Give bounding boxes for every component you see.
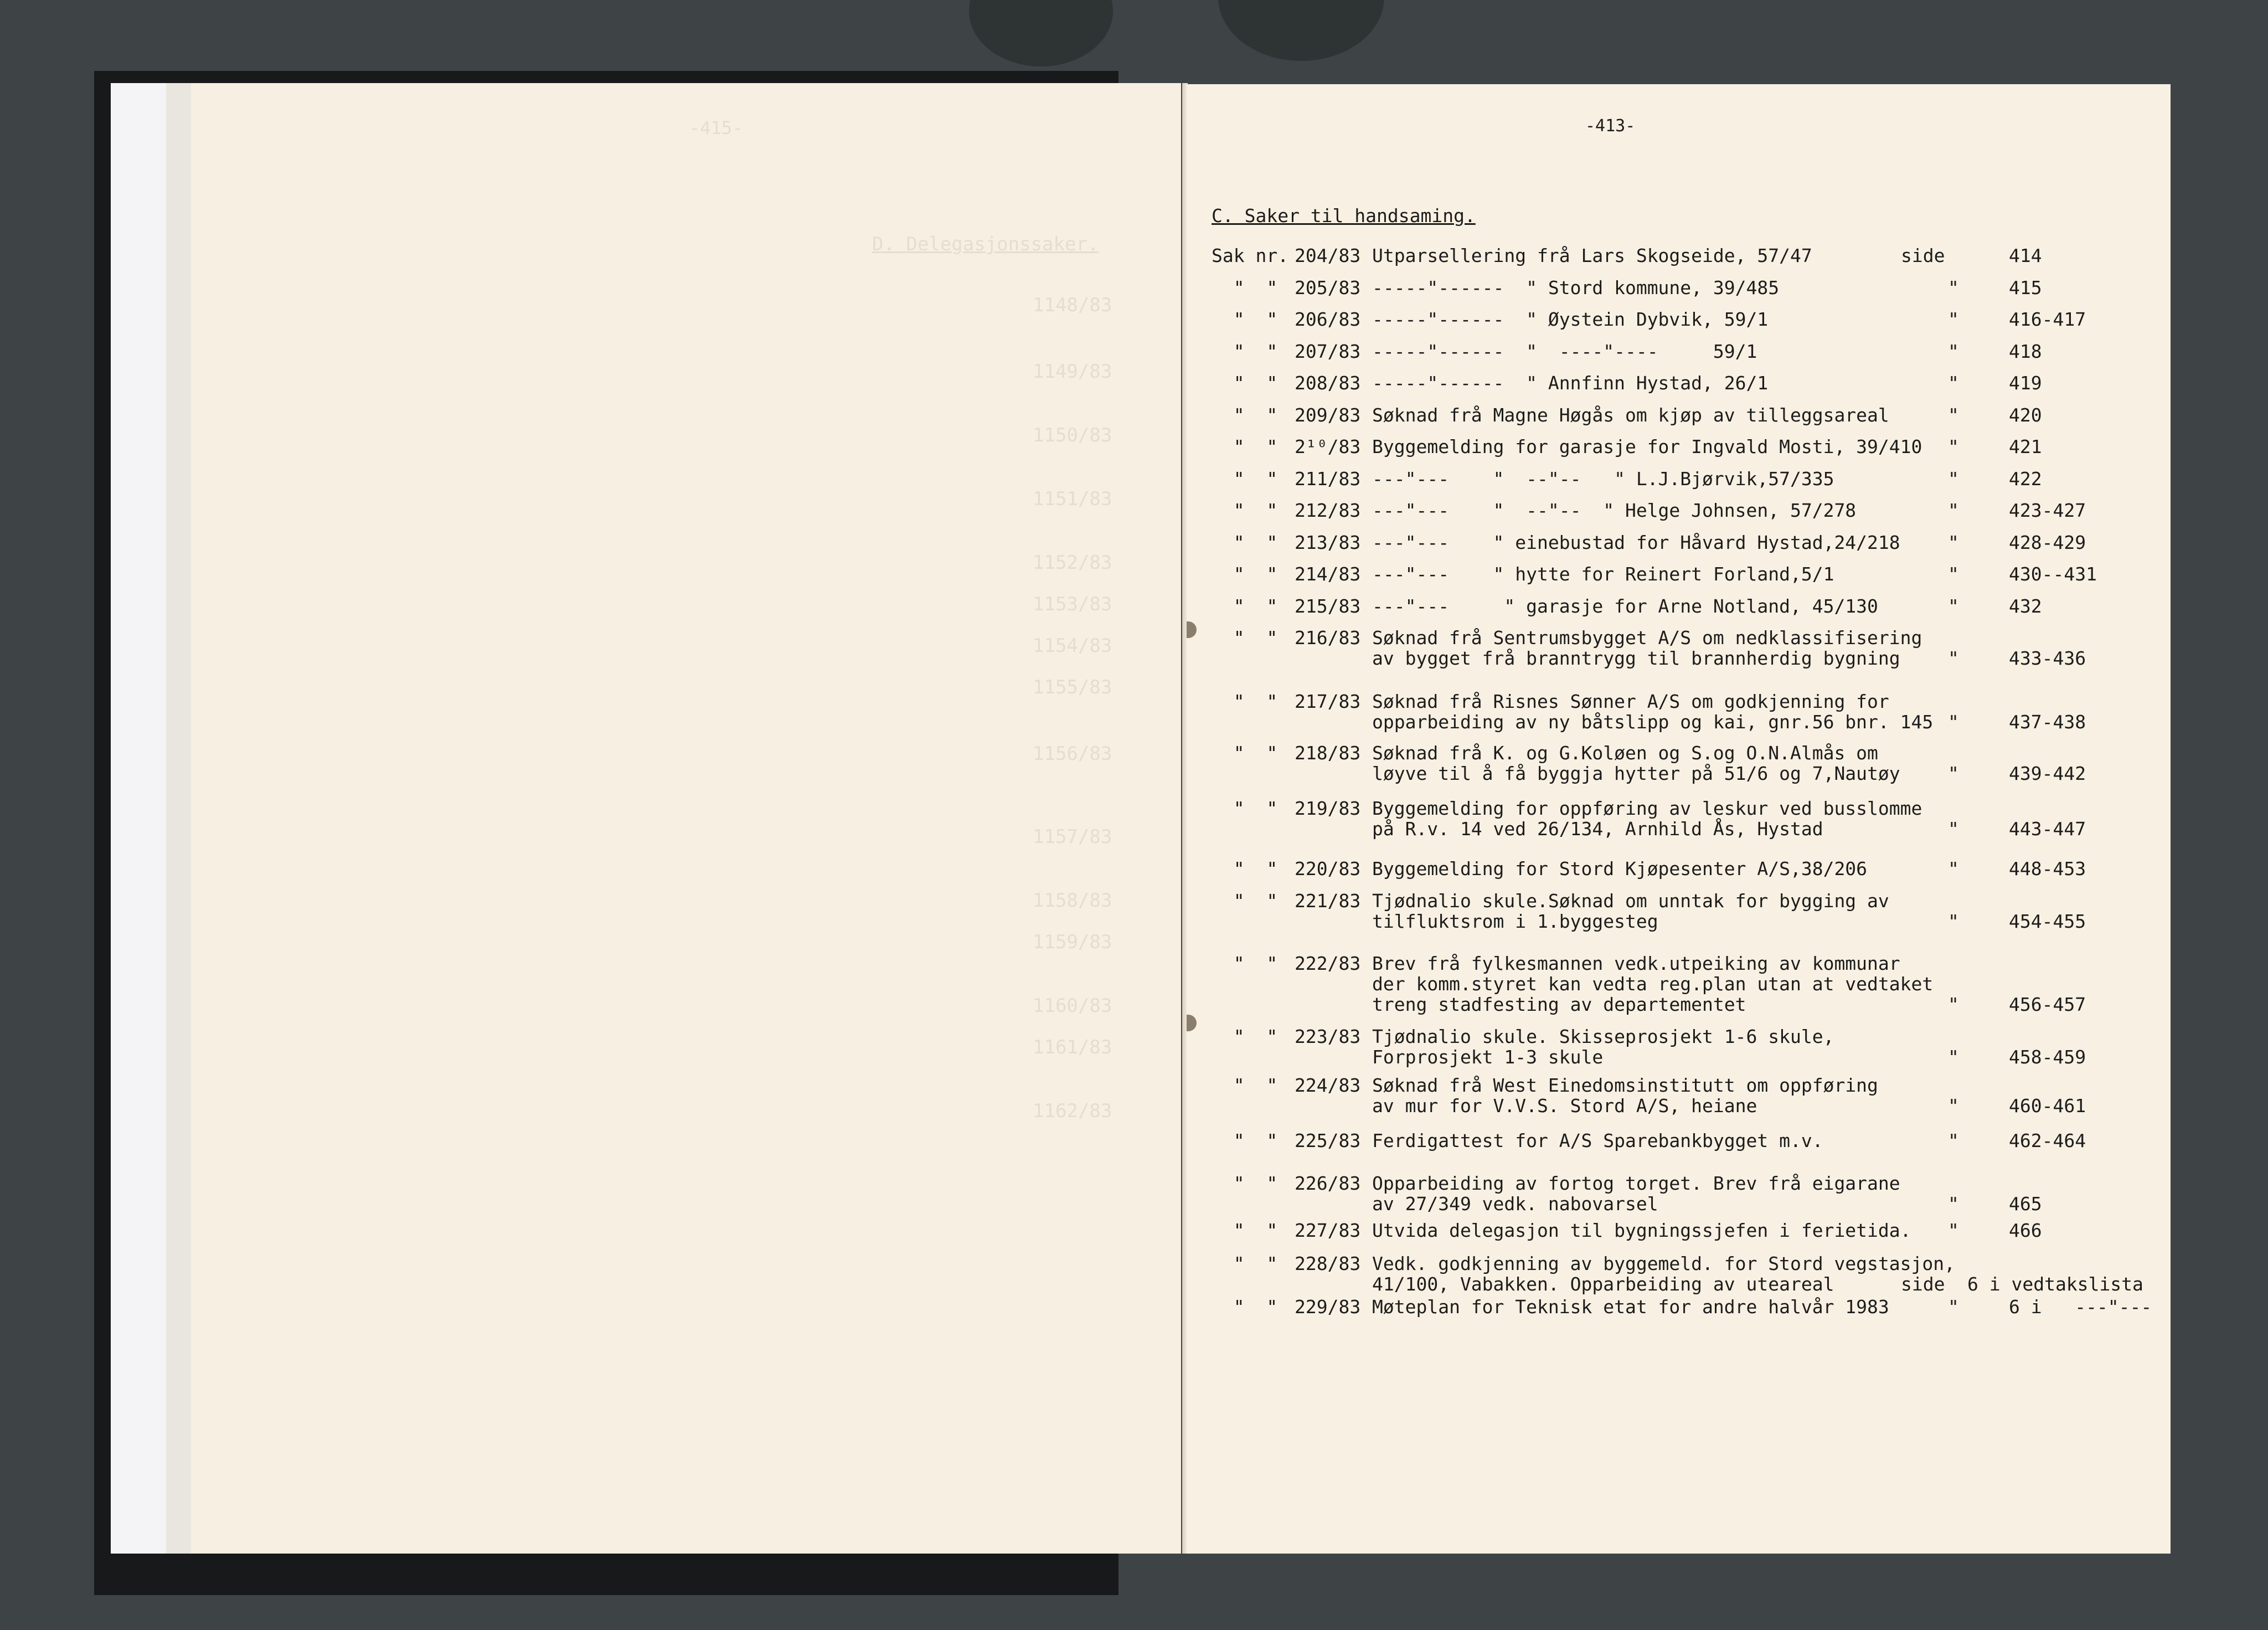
case-title-line: 41/100, Vabakken. Opparbeiding av uteareal (1372, 1273, 1834, 1295)
page-reference: 414 (2009, 245, 2042, 266)
page-reference: 418 (2009, 341, 2042, 362)
ditto-mark: " (1948, 1296, 1959, 1318)
ditto-mark: " (1948, 436, 1959, 457)
case-title (1372, 532, 1900, 552)
case-prefix: " " (1212, 627, 1278, 649)
ditto-mark: " (1948, 372, 1959, 394)
case-title-line: Byggemelding for Stord Kjøpesenter A/S,38/206 (1372, 858, 1868, 880)
case-title-line: ---"--- " --"-- " Helge Johnsen, 57/278 (1372, 500, 1857, 521)
case-title-line: ---"--- " garasje for Arne Notland, 45/130 (1372, 595, 1878, 617)
case-title (1372, 468, 1834, 489)
case-title-line: ---"--- " hytte for Reinert Forland,5/1 (1372, 563, 1834, 585)
case-title (1372, 1026, 1834, 1067)
ditto-mark: " (1948, 532, 1959, 553)
page-reference: 415 (2009, 277, 2042, 299)
case-title (1372, 890, 1889, 931)
case-title (1372, 308, 1768, 329)
case-title-line: Møteplan for Teknisk etat for andre halvår 1983 (1372, 1296, 1889, 1318)
ditto-mark: " (1948, 1046, 1959, 1068)
page-reference: 423-427 (2009, 500, 2086, 521)
case-number: 215/83 (1295, 595, 1361, 617)
case-title (1372, 1130, 1823, 1150)
case-number: 222/83 (1295, 953, 1361, 974)
case-number: 212/83 (1295, 500, 1361, 521)
page-stack-edge (166, 83, 194, 1554)
case-title-line: ---"--- " einebustad for Håvard Hystad,24/218 (1372, 532, 1900, 553)
case-number: 218/83 (1295, 742, 1361, 764)
case-title-line: av mur for V.V.S. Stord A/S, heiane (1372, 1095, 1757, 1117)
case-title (1372, 436, 1922, 456)
case-prefix: " " (1212, 798, 1278, 819)
case-title (1372, 341, 1757, 361)
case-title-line: Utparsellering frå Lars Skogseide, 57/47 (1372, 245, 1812, 266)
case-prefix: " " (1212, 277, 1278, 299)
case-title-line: -----"------ " Stord kommune, 39/485 (1372, 277, 1780, 299)
case-prefix: " " (1212, 1074, 1278, 1096)
case-title (1372, 858, 1867, 878)
case-prefix: " " (1212, 742, 1278, 764)
page-reference: 460-461 (2009, 1095, 2086, 1117)
case-number: 211/83 (1295, 468, 1361, 490)
case-number: 225/83 (1295, 1130, 1361, 1151)
ditto-mark: " (1948, 858, 1959, 880)
case-title-line: av bygget frå branntrygg til brannherdig bygning (1372, 647, 1900, 669)
ditto-mark: " (1948, 1193, 1959, 1215)
left-page (191, 83, 1181, 1554)
section-heading: C. Saker til handsaming. (1212, 205, 1476, 227)
case-title (1372, 798, 1922, 839)
background-disc-left (969, 0, 1113, 66)
page-reference: 416-417 (2009, 308, 2086, 330)
case-prefix: " " (1212, 372, 1278, 394)
case-title (1372, 1173, 1900, 1213)
case-number: 220/83 (1295, 858, 1361, 880)
case-number: 229/83 (1295, 1296, 1361, 1318)
case-title-line: Byggemelding for garasje for Ingvald Mosti, 39/410 (1372, 436, 1922, 457)
page-reference: 456-457 (2009, 994, 2086, 1015)
page-reference: 439-442 (2009, 763, 2086, 784)
case-title (1372, 953, 1933, 1014)
ditto-mark: side (1901, 1273, 1945, 1295)
ditto-mark: " (1948, 1220, 1959, 1241)
case-title-line: på R.v. 14 ved 26/134, Arnhild Ås, Hystad (1372, 818, 1823, 840)
case-title-line: Søknad frå Sentrumsbygget A/S om nedklassifisering (1372, 627, 1922, 649)
case-title-line: ---"--- " --"-- " L.J.Bjørvik,57/335 (1372, 468, 1834, 490)
case-title (1372, 1296, 1889, 1317)
page-reference: 432 (2009, 595, 2042, 617)
case-prefix: " " (1212, 404, 1278, 426)
page-reference: 458-459 (2009, 1046, 2086, 1068)
case-title (1372, 500, 1856, 520)
page-reference: 437-438 (2009, 711, 2086, 733)
case-title (1372, 691, 1933, 732)
ditto-mark: " (1948, 763, 1959, 784)
case-number: 208/83 (1295, 372, 1361, 394)
case-title-line: Tjødnalio skule.Søknad om unntak for bygging av (1372, 890, 1889, 912)
case-title-line: Søknad frå West Einedomsinstitutt om oppføring (1372, 1074, 1878, 1096)
case-prefix: " " (1212, 858, 1278, 880)
case-title-line: Opparbeiding av fortog torget. Brev frå eigarane (1372, 1173, 1900, 1194)
case-prefix: Sak nr. (1212, 245, 1289, 266)
case-title (1372, 245, 1812, 265)
case-title-line: Vedk. godkjenning av byggemeld. for Stord vegstasjon, (1372, 1253, 1955, 1274)
case-prefix: " " (1212, 1130, 1278, 1151)
case-prefix: " " (1212, 1173, 1278, 1194)
case-prefix: " " (1212, 532, 1278, 553)
case-title (1372, 277, 1779, 297)
case-title-line: Tjødnalio skule. Skisseprosjekt 1-6 skule, (1372, 1026, 1834, 1047)
page-reference: 433-436 (2009, 647, 2086, 669)
case-title-line: treng stadfesting av departementet (1372, 994, 1746, 1015)
case-prefix: " " (1212, 1220, 1278, 1241)
case-prefix: " " (1212, 595, 1278, 617)
page-reference: 443-447 (2009, 818, 2086, 840)
ditto-mark: " (1948, 563, 1959, 585)
case-prefix: " " (1212, 436, 1278, 457)
ditto-mark: " (1948, 404, 1959, 426)
page-reference: 454-455 (2009, 911, 2086, 932)
case-number: 219/83 (1295, 798, 1361, 819)
ditto-mark: " (1948, 994, 1959, 1015)
case-title-line: Ferdigattest for A/S Sparebankbygget m.v. (1372, 1130, 1823, 1151)
case-number: 224/83 (1295, 1074, 1361, 1096)
page-reference: 419 (2009, 372, 2042, 394)
case-number: 2¹⁰/83 (1295, 436, 1361, 457)
page-reference: 448-453 (2009, 858, 2086, 880)
page-reference: 428-429 (2009, 532, 2086, 553)
case-title-line: Søknad frå Risnes Sønner A/S om godkjenning for (1372, 691, 1889, 712)
ditto-mark: side (1901, 245, 1945, 266)
page-reference: 465 (2009, 1193, 2042, 1215)
case-title-line: -----"------ " Annfinn Hystad, 26/1 (1372, 372, 1769, 394)
case-prefix: " " (1212, 308, 1278, 330)
bleed-through-text: -415- D. Delegasjonssaker. 1148/83 1149/83 1150/83 1151/83 1152/83 1153/83 1154/83 1155/83 1156/83 1157/83 1158/83 1159/83 1160/83 1161/83 1162/83 (689, 117, 1112, 1122)
ditto-mark: " (1948, 1130, 1959, 1151)
background-disc-right (1218, 0, 1384, 61)
right-page (1187, 84, 2171, 1554)
ditto-mark: " (1948, 595, 1959, 617)
ditto-mark: " (1948, 711, 1959, 733)
page-reference: 6 i ---"--- (2009, 1296, 2152, 1318)
case-number: 207/83 (1295, 341, 1361, 362)
case-title (1372, 404, 1889, 425)
case-number: 223/83 (1295, 1026, 1361, 1047)
ditto-mark: " (1948, 468, 1959, 490)
case-title-line: Byggemelding for oppføring av leskur ved busslomme (1372, 798, 1922, 819)
case-title (1372, 372, 1768, 393)
page-number: -413- (1585, 116, 1636, 136)
ditto-mark: " (1948, 277, 1959, 299)
case-title-line: Brev frå fylkesmannen vedk.utpeiking av kommunar (1372, 953, 1900, 974)
case-number: 226/83 (1295, 1173, 1361, 1194)
case-prefix: " " (1212, 1026, 1278, 1047)
case-title-line: Søknad frå Magne Høgås om kjøp av tilleggsareal (1372, 404, 1889, 426)
case-number: 227/83 (1295, 1220, 1361, 1241)
case-title-line: Søknad frå K. og G.Koløen og S.og O.N.Almås om (1372, 742, 1878, 764)
case-prefix: " " (1212, 341, 1278, 362)
case-title-line: av 27/349 vedk. nabovarsel (1372, 1193, 1658, 1215)
case-prefix: " " (1212, 691, 1278, 712)
ditto-mark: " (1948, 818, 1959, 840)
case-title (1372, 1220, 1911, 1240)
case-title-line: løyve til å få byggja hytter på 51/6 og 7,Nautøy (1372, 763, 1900, 784)
ditto-mark: " (1948, 308, 1959, 330)
case-title-line: der komm.styret kan vedta reg.plan utan at vedtaket (1372, 973, 1934, 995)
case-number: 206/83 (1295, 308, 1361, 330)
page-reference: 6 i vedtakslista (1967, 1273, 2143, 1295)
case-title-line: Forprosjekt 1-3 skule (1372, 1046, 1604, 1068)
page-reference: 420 (2009, 404, 2042, 426)
case-number: 214/83 (1295, 563, 1361, 585)
case-prefix: " " (1212, 1253, 1278, 1274)
case-number: 209/83 (1295, 404, 1361, 426)
case-prefix: " " (1212, 1296, 1278, 1318)
case-number: 216/83 (1295, 627, 1361, 649)
page-reference: 462-464 (2009, 1130, 2086, 1151)
page-reference: 430--431 (2009, 563, 2097, 585)
case-number: 228/83 (1295, 1253, 1361, 1274)
case-title-line: opparbeiding av ny båtslipp og kai, gnr.56 bnr. 145 (1372, 711, 1934, 733)
case-number: 213/83 (1295, 532, 1361, 553)
page-reference: 466 (2009, 1220, 2042, 1241)
case-prefix: " " (1212, 500, 1278, 521)
case-number: 217/83 (1295, 691, 1361, 712)
punch-hole-bottom (1187, 1015, 1197, 1031)
case-number: 221/83 (1295, 890, 1361, 912)
case-number: 204/83 (1295, 245, 1361, 266)
case-title (1372, 1253, 1955, 1294)
punch-hole-top (1187, 621, 1197, 638)
case-title-line: -----"------ " Øystein Dybvik, 59/1 (1372, 308, 1769, 330)
case-title (1372, 595, 1878, 616)
case-number: 205/83 (1295, 277, 1361, 299)
ditto-mark: " (1948, 911, 1959, 932)
case-prefix: " " (1212, 468, 1278, 490)
page-reference: 421 (2009, 436, 2042, 457)
case-title (1372, 1074, 1878, 1115)
case-title (1372, 563, 1834, 584)
case-prefix: " " (1212, 953, 1278, 974)
case-title (1372, 627, 1922, 668)
case-title (1372, 742, 1900, 783)
case-prefix: " " (1212, 563, 1278, 585)
ditto-mark: " (1948, 1095, 1959, 1117)
case-title-line: -----"------ " ----"---- 59/1 (1372, 341, 1757, 362)
ditto-mark: " (1948, 647, 1959, 669)
page-reference: 422 (2009, 468, 2042, 490)
case-prefix: " " (1212, 890, 1278, 912)
case-title-line: tilfluktsrom i 1.byggesteg (1372, 911, 1658, 932)
ditto-mark: " (1948, 500, 1959, 521)
ditto-mark: " (1948, 341, 1959, 362)
case-title-line: Utvida delegasjon til bygningssjefen i ferietida. (1372, 1220, 1911, 1241)
